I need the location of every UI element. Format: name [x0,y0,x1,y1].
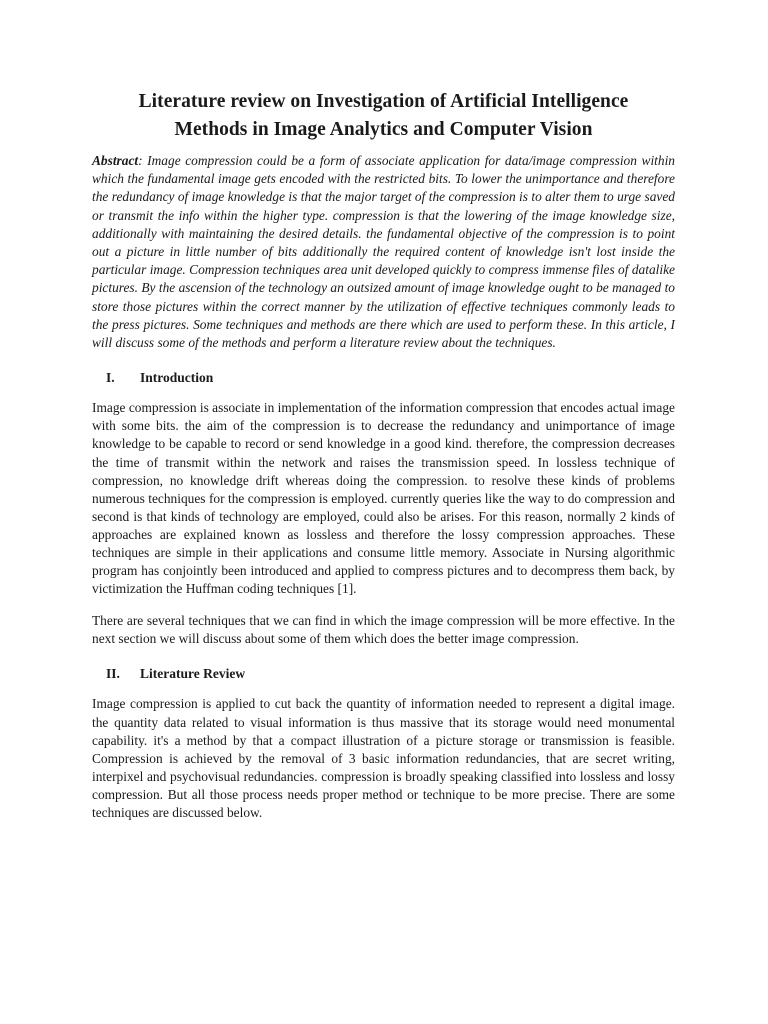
section-heading-introduction [92,369,675,387]
abstract-label: Abstract [92,153,139,168]
section-number: II. [106,666,120,682]
section-title: Literature Review [140,666,246,682]
document-page [92,88,675,822]
body-paragraph: Image compression is applied to cut back the quantity of information needed to represent a digital image. the quantity data related to visual information is thus massive that its storage would need monumental capability. it's a method by that a compact illustration of a picture storage or transmission is feasible. Compression is achieved by the removal of 3 basic information redundancies, that are secret writing, interpixel and psychovisual redundancies. compression is broadly speaking classified into lossless and lossy compression. But all those process needs proper method or technique to be more precise. There are some techniques are discussed below. [92,696,675,821]
title-line-2: Methods in Image Analytics and Computer Vision [174,119,593,140]
section-title: Introduction [140,370,214,386]
body-paragraph: There are several techniques that we can find in which the image compression will be more effective. In the next section we will discuss about some of them which does the better image compression. [92,613,675,647]
section-heading-literature-review [92,665,675,683]
section-number: I. [106,370,115,386]
document-title [92,88,675,144]
body-paragraph: Image compression is associate in implementation of the information compression that encodes actual image with some bits. the aim of the compression is to decrease the redundancy and unimportance of image knowledge to be capable to record or send knowledge in a good kind. therefore, the compression decreases the time of transmit within the network and raises the transmission speed. In lossless technique of compression, no knowledge drift whereas doing the compression. to resolve these kinds of problems numerous techniques for the compression is employed. currently queries like the way to do compression and second is that kinds of technology are employed, could also be arises. For this reason, normally 2 kinds of approaches are explained known as lossless and therefore the lossy compression approaches. These techniques are simple in their applications and consume little memory. Associate in Nursing algorithmic program has conjointly been introduced and applied to compress pictures and to decompress them back, by victimization the Huffman coding techniques [1]. [92,400,675,597]
abstract-text: : Image compression could be a form of associate application for data/image compression within which the fundamental image gets encoded with the restricted bits. To lower the unimportance and therefore the redundancy of image knowledge is that the major target of the compression is to alter them to urge saved or transmit the info within the higher type. compression is that the lowering of the image knowledge size, additionally with maintaining the desired details. the fundamental objective of the compression is to point out a picture in little number of bits additionally the required content of knowledge isn't lost inside the particular image. Compression techniques area unit developed quickly to compress immense files of datalike pictures. By the ascension of the technology an outsized amount of image knowledge ought to be managed to store those pictures within the correct manner by the utilization of effective techniques commonly leads to the press pictures. Some techniques and methods are there which are used to perform these. In this article, I will discuss some of the methods and perform a literature review about the techniques. [92,153,675,351]
title-line-1: Literature review on Investigation of Artificial Intelligence [138,91,629,112]
abstract-paragraph [92,152,675,352]
